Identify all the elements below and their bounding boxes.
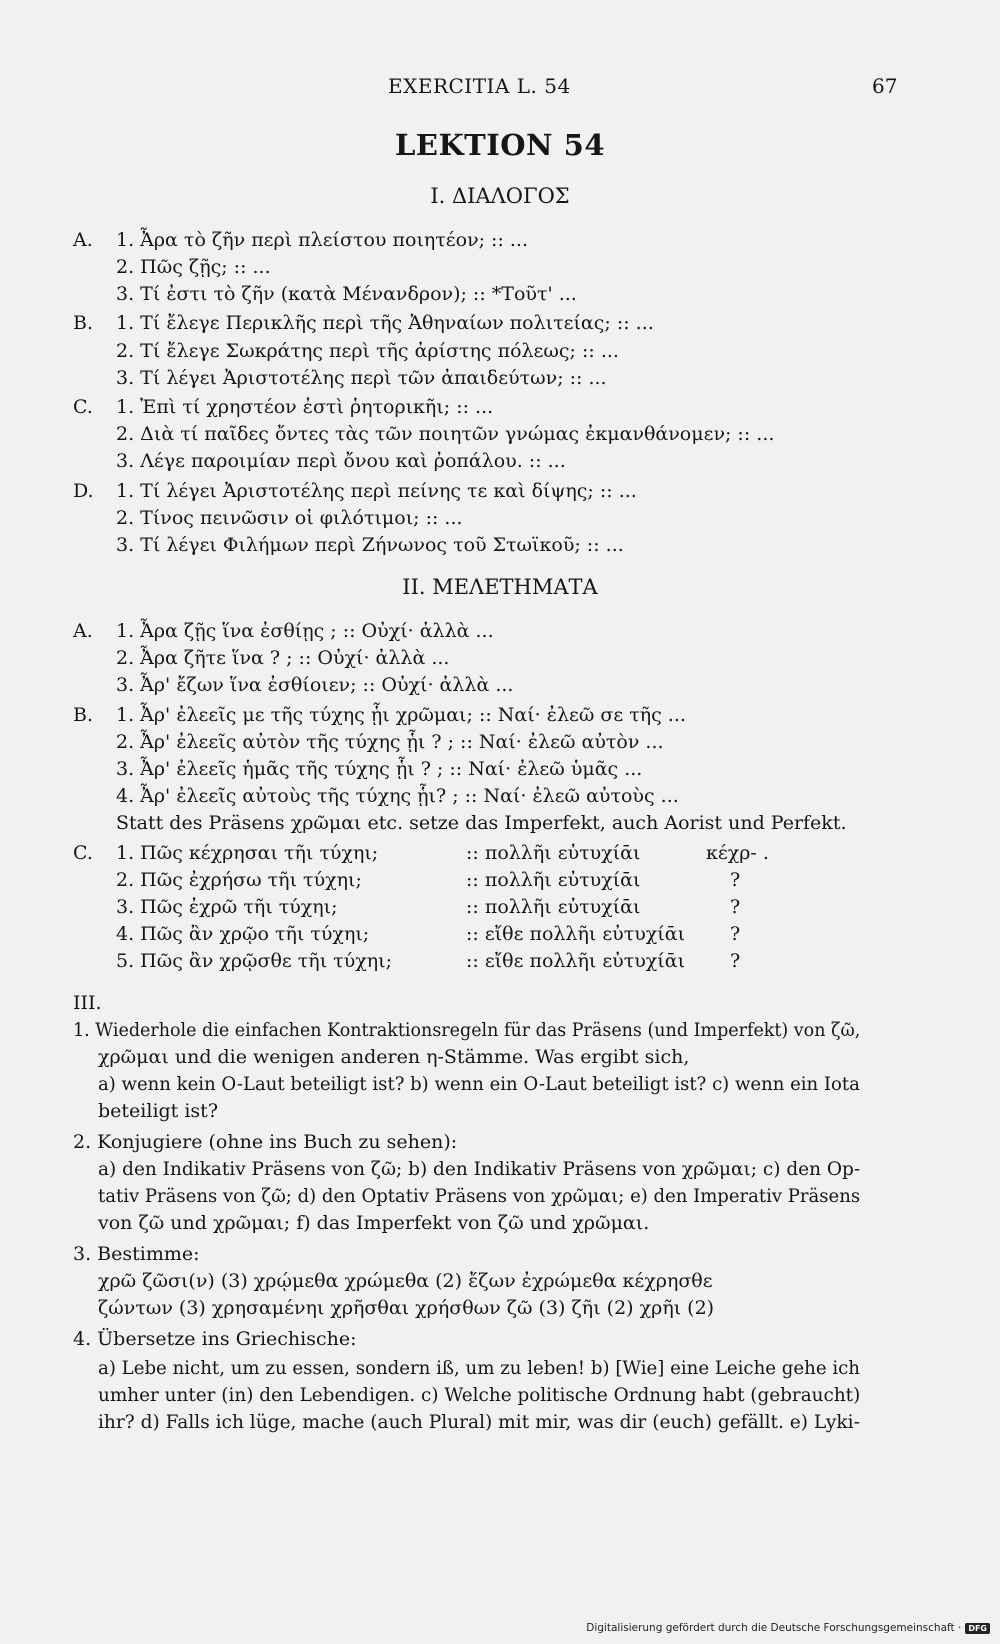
exercise-line: 1. Ἆρ' ἐλεεῖς με τῆς τύχης ᾗι χρῶμαι; :: Ναί· ἐλεῶ σε τῆς ... <box>116 704 686 726</box>
task-line: 2. Konjugiere (ohne ins Buch zu sehen): <box>73 1131 458 1153</box>
answer-cell: :: πολλῆι εὐτυχίᾱι <box>466 842 641 864</box>
exercise-line: 4. Ἆρ' ἐλεεῖς αὐτοὺς τῆς τύχης ᾗι? ; :: Ναί· ἐλεῶ αὐτοὺς ... <box>116 785 679 807</box>
group-label: D. <box>73 480 94 502</box>
running-title: EXERCITIA L. 54 <box>388 74 571 98</box>
section-heading-meletemata: II. ΜΕΛΕΤΗΜΑΤΑ <box>402 575 598 599</box>
exercise-line: 2. Ἆρα ζῆτε ἵνα ? ; :: Οὐχί· ἀλλὰ ... <box>116 647 450 669</box>
exercise-line: 3. Ἆρ' ἐλεεῖς ἡμᾶς τῆς τύχης ᾗι ? ; :: Ναί· ἐλεῶ ὑμᾶς ... <box>116 758 643 780</box>
section-heading-dialogos: I. ΔΙΑΛΟΓΟΣ <box>430 184 570 208</box>
completion-cell: ? <box>730 869 741 891</box>
instruction-note: Statt des Präsens χρῶμαι etc. setze das Imperfekt, auch Aorist und Perfekt. <box>116 812 847 834</box>
question-cell: 4. Πῶς ἂν χρῷο τῆι τύχηι; <box>116 923 370 945</box>
group-label: A. <box>73 229 93 251</box>
exercise-line: 1. Ἆρα ζῇς ἵνα ἐσθίῃς ; :: Οὐχί· ἀλλὰ ... <box>116 620 494 642</box>
question-cell: 1. Πῶς κέχρησαι τῆι τύχηι; <box>116 842 379 864</box>
task-line: χρῶ ζῶσι(ν) (3) χρῴμεθα χρώμεθα (2) ἔζων ἐχρώμεθα κέχρησθε <box>98 1270 713 1292</box>
task-line: beteiligt ist? <box>98 1100 219 1122</box>
funding-footer <box>586 1622 990 1634</box>
page-title: LEKTION 54 <box>394 128 606 162</box>
answer-cell: :: πολλῆι εὐτυχίᾱι <box>466 896 641 918</box>
dfg-logo-icon: DFG <box>965 1623 990 1634</box>
answer-cell: :: εἴθε πολλῆι εὐτυχίᾱι <box>466 950 686 972</box>
exercise-line: 3. Τί λέγει Ἀριστοτέλης περὶ τῶν ἀπαιδεύτων; :: ... <box>116 367 607 389</box>
task-line: 1. Wiederhole die einfachen Kontraktionsregeln für das Präsens (und Imperfekt) von ζῶ, <box>73 1019 861 1041</box>
completion-cell: ? <box>730 896 741 918</box>
question-cell: 3. Πῶς ἐχρῶ τῆι τύχηι; <box>116 896 338 918</box>
exercise-line: 1. Ἐπὶ τί χρηστέον ἐστὶ ῥητορικῆι; :: ... <box>116 396 494 418</box>
section-heading-iii: III. <box>73 992 102 1014</box>
group-label: C. <box>73 842 93 864</box>
exercise-line: 1. Ἆρα τὸ ζῆν περὶ πλείστου ποιητέον; :: ... <box>116 229 529 251</box>
task-line: a) den Indikativ Präsens von ζῶ; b) den Indikativ Präsens von χρῶμαι; c) den Op- <box>98 1158 861 1180</box>
task-line: χρῶμαι und die wenigen anderen η-Stämme. Was ergibt sich, <box>98 1046 690 1068</box>
page-number: 67 <box>872 74 898 98</box>
question-cell: 5. Πῶς ἂν χρῷσθε τῆι τύχηι; <box>116 950 392 972</box>
exercise-line: 2. Πῶς ζῇς; :: ... <box>116 256 271 278</box>
task-line: a) Lebe nicht, um zu essen, sondern iß, um zu leben! b) [Wie] eine Leiche gehe ich <box>98 1357 860 1379</box>
group-label: C. <box>73 396 93 418</box>
exercise-line: 2. Ἆρ' ἐλεεῖς αὐτὸν τῆς τύχης ᾗι ? ; :: Ναί· ἐλεῶ αὐτὸν ... <box>116 731 664 753</box>
exercise-line: 2. Διὰ τί παῖδες ὄντες τὰς τῶν ποιητῶν γνώμας ἐκμανθάνομεν; :: ... <box>116 423 775 445</box>
group-label: B. <box>73 312 94 334</box>
exercise-line: 3. Τί λέγει Φιλήμων περὶ Ζήνωνος τοῦ Στωϊκοῦ; :: ... <box>116 534 624 556</box>
task-line: ζώντων (3) χρησαμένηι χρῆσθαι χρήσθων ζῶ (3) ζῆι (2) χρῆι (2) <box>98 1297 715 1319</box>
footer-text: Digitalisierung gefördert durch die Deutsche Forschungsgemeinschaft · <box>586 1622 962 1634</box>
task-line: 4. Übersetze ins Griechische: <box>73 1328 357 1350</box>
exercise-line: 3. Ἆρ' ἔζων ἵνα ἐσθίοιεν; :: Οὐχί· ἀλλὰ ... <box>116 674 514 696</box>
exercise-line: 1. Τί ἔλεγε Περικλῆς περὶ τῆς Ἀθηναίων πολιτείας; :: ... <box>116 312 654 334</box>
exercise-line: 2. Τί ἔλεγε Σωκράτης περὶ τῆς ἀρίστης πόλεως; :: ... <box>116 340 619 362</box>
answer-cell: :: εἴθε πολλῆι εὐτυχίᾱι <box>466 923 686 945</box>
task-line: umher unter (in) den Lebendigen. c) Welche politische Ordnung habt (gebraucht) <box>98 1384 861 1406</box>
completion-cell: ? <box>730 950 741 972</box>
group-label: B. <box>73 704 94 726</box>
exercise-line: 1. Τί λέγει Ἀριστοτέλης περὶ πείνης τε καὶ δίψης; :: ... <box>116 480 637 502</box>
question-cell: 2. Πῶς ἐχρήσω τῆι τύχηι; <box>116 869 362 891</box>
exercise-line: 3. Λέγε παροιμίαν περὶ ὄνου καὶ ῥοπάλου. :: ... <box>116 450 566 472</box>
completion-cell: ? <box>730 923 741 945</box>
task-line: 3. Bestimme: <box>73 1243 200 1265</box>
answer-cell: :: πολλῆι εὐτυχίᾱι <box>466 869 641 891</box>
task-line: ihr? d) Falls ich lüge, mache (auch Plural) mit mir, was dir (euch) gefällt. e) Lyki- <box>98 1411 860 1433</box>
task-line: a) wenn kein O-Laut beteiligt ist? b) wenn ein O-Laut beteiligt ist? c) wenn ein Iota <box>98 1073 860 1095</box>
completion-cell: κέχρ- . <box>706 842 769 864</box>
exercise-line: 2. Τίνος πεινῶσιν οἱ φιλότιμοι; :: ... <box>116 507 463 529</box>
task-line: tativ Präsens von ζῶ; d) den Optativ Präsens von χρῶμαι; e) den Imperativ Präsens <box>98 1185 861 1207</box>
task-line: von ζῶ und χρῶμαι; f) das Imperfekt von ζῶ und χρῶμαι. <box>98 1212 650 1234</box>
exercise-line: 3. Τί ἐστι τὸ ζῆν (κατὰ Μένανδρον); :: *Τοῦτ' ... <box>116 283 577 305</box>
group-label: A. <box>73 620 93 642</box>
